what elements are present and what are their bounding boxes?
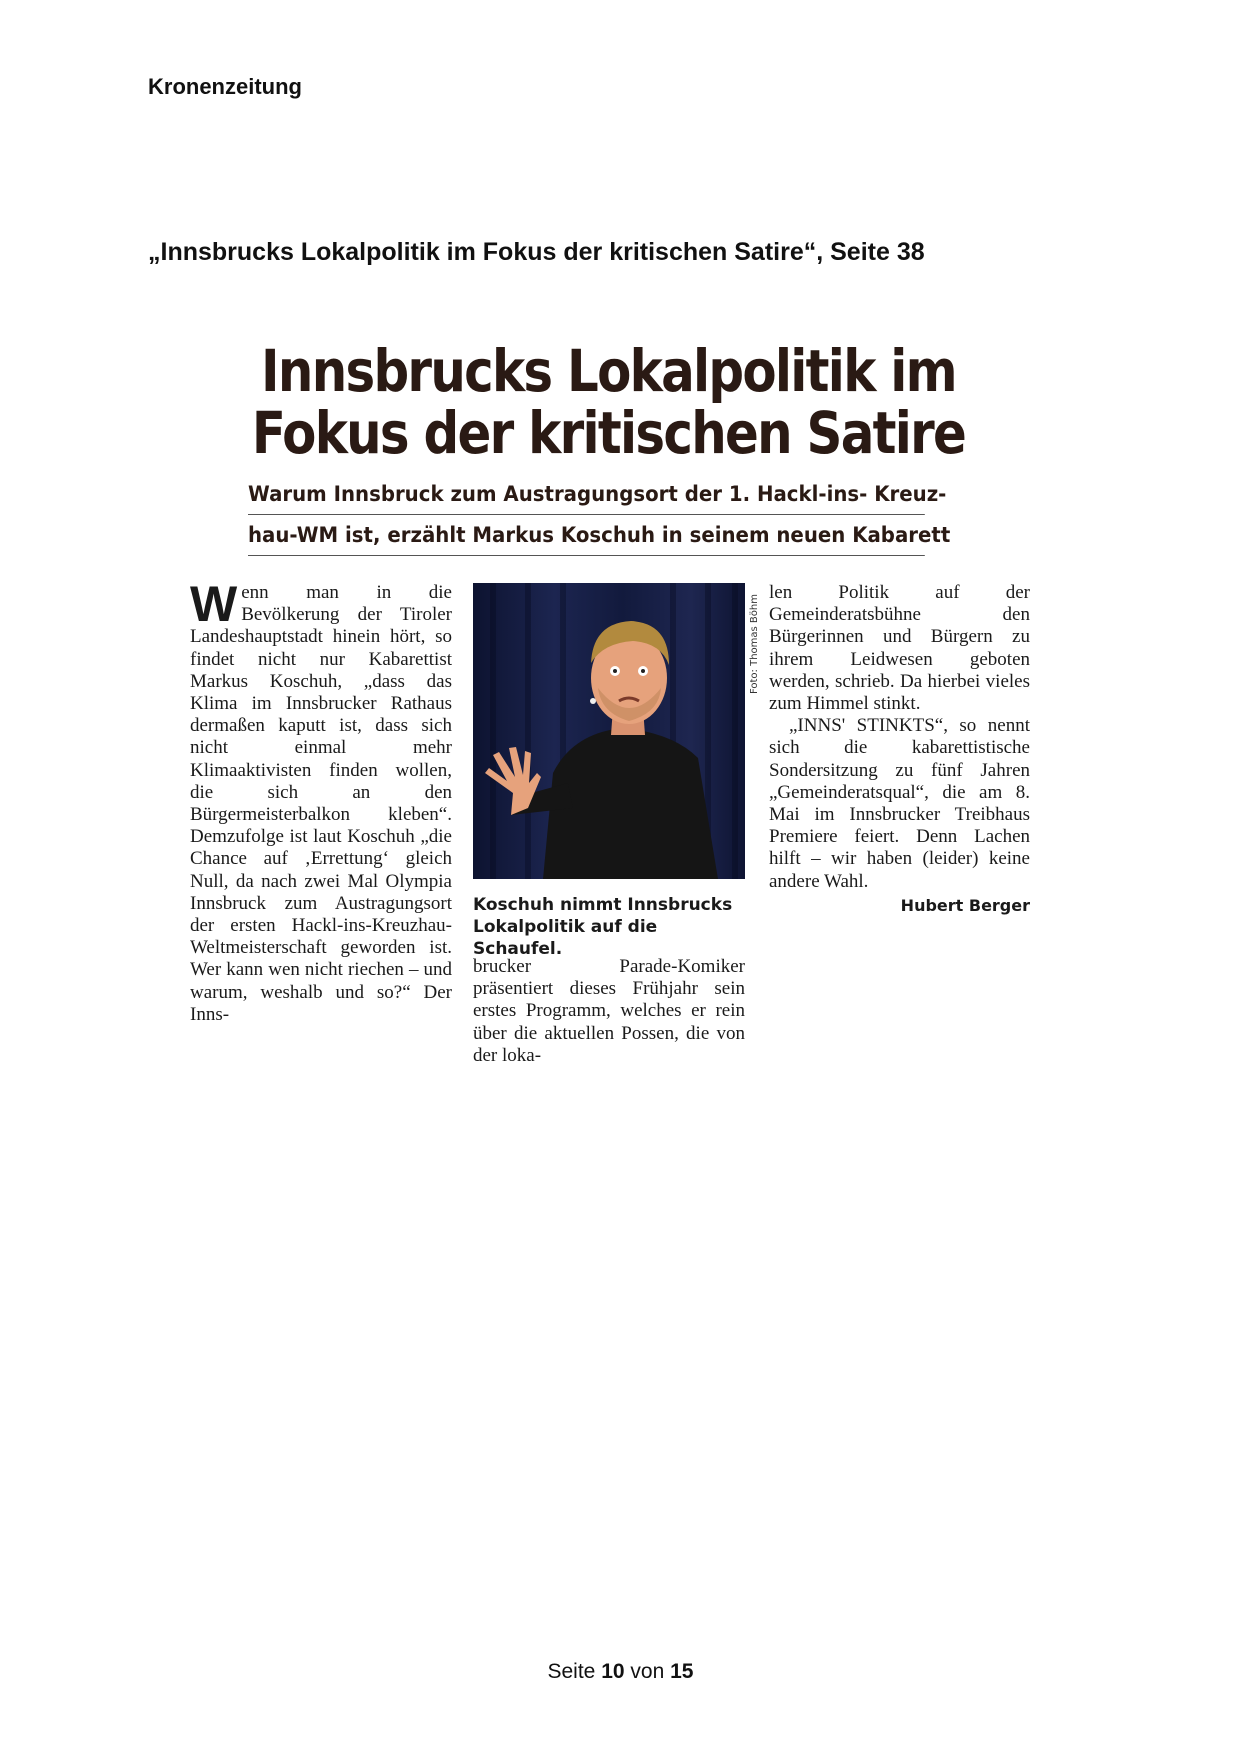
article-column-2 [473, 956, 745, 1067]
article-author: Hubert Berger [900, 895, 1030, 915]
page-prefix: Seite [547, 1660, 596, 1683]
article-photo [473, 583, 745, 879]
headline-line-2: Fokus der kritischen Satire [251, 399, 966, 467]
column-2-text: brucker Parade-Komiker präsentiert dieses Frühjahr sein erstes Programm, welches er rein über die aktuellen Possen, die von der loka- [473, 956, 745, 1066]
column-3-paragraph-2: „INNS' STINKTS“, so nennt sich die kabarettistische Sondersitzung zu fünf Jahren „Gemeinderatsqual“, die am 8. Mai im Innsbrucker Treibhaus Premiere feiert. Denn Lachen hilft – wir haben (leider) keine andere Wahl. [769, 715, 1030, 892]
article-column-3 [769, 582, 1030, 917]
source-label: Kronenzeitung [148, 74, 302, 99]
newspaper-clipping [186, 337, 1031, 1070]
headline-line-1: Innsbrucks Lokalpolitik im [261, 337, 956, 405]
column-1-text: enn man in die Bevölkerung der Tiroler Landeshauptstadt hinein hört, so findet nicht nur Kabarettist Markus Koschuh, „dass das Klima im Innsbrucker Rathaus dermaßen kaputt ist, dass sich nicht einmal mehr Klimaaktivisten finden wollen, die sich an den Bürgermeisterbalkon kleben“. Demzufolge ist laut Koschuh „die Chance auf ‚Errettung‘ gleich Null, da nach zwei Mal Olympia Innsbruck zum Austragungsort der ersten Hackl-ins-Kreuzhau-Weltmeisterschaft geworden ist. Wer kann wen nicht riechen – und warum, weshalb und so?“ Der Inns- [190, 582, 452, 1025]
document-heading: „Innsbrucks Lokalpolitik im Fokus der kritischen Satire“, Seite 38 [148, 238, 925, 266]
drop-cap: W [190, 576, 238, 632]
page-middle: von [630, 1660, 665, 1683]
article-subheadline [248, 474, 968, 556]
photo-credit: Foto: Thomas Böhm [749, 594, 760, 694]
photo-caption: Koschuh nimmt Innsbrucks Lokalpolitik auf die Schaufel. [473, 895, 733, 959]
subhead-line-1: Warum Innsbruck zum Austragungsort der 1. Hackl-ins- Kreuz- [248, 474, 925, 515]
page-total: 15 [670, 1660, 694, 1683]
column-3-paragraph-1: len Politik auf der Gemeinderatsbühne den Bürgerinnen und Bürgern zu ihrem Leidwesen geboten werden, schrieb. Da hierbei vieles zum Himmel stinkt. [769, 582, 1030, 715]
performer-illustration [473, 583, 745, 879]
page-number [0, 1660, 1241, 1684]
page-current: 10 [601, 1660, 625, 1683]
article-headline [245, 337, 972, 467]
subhead-line-2: hau-WM ist, erzählt Markus Koschuh in seinem neuen Kabarett [248, 515, 925, 556]
article-column-1 [190, 576, 452, 1026]
